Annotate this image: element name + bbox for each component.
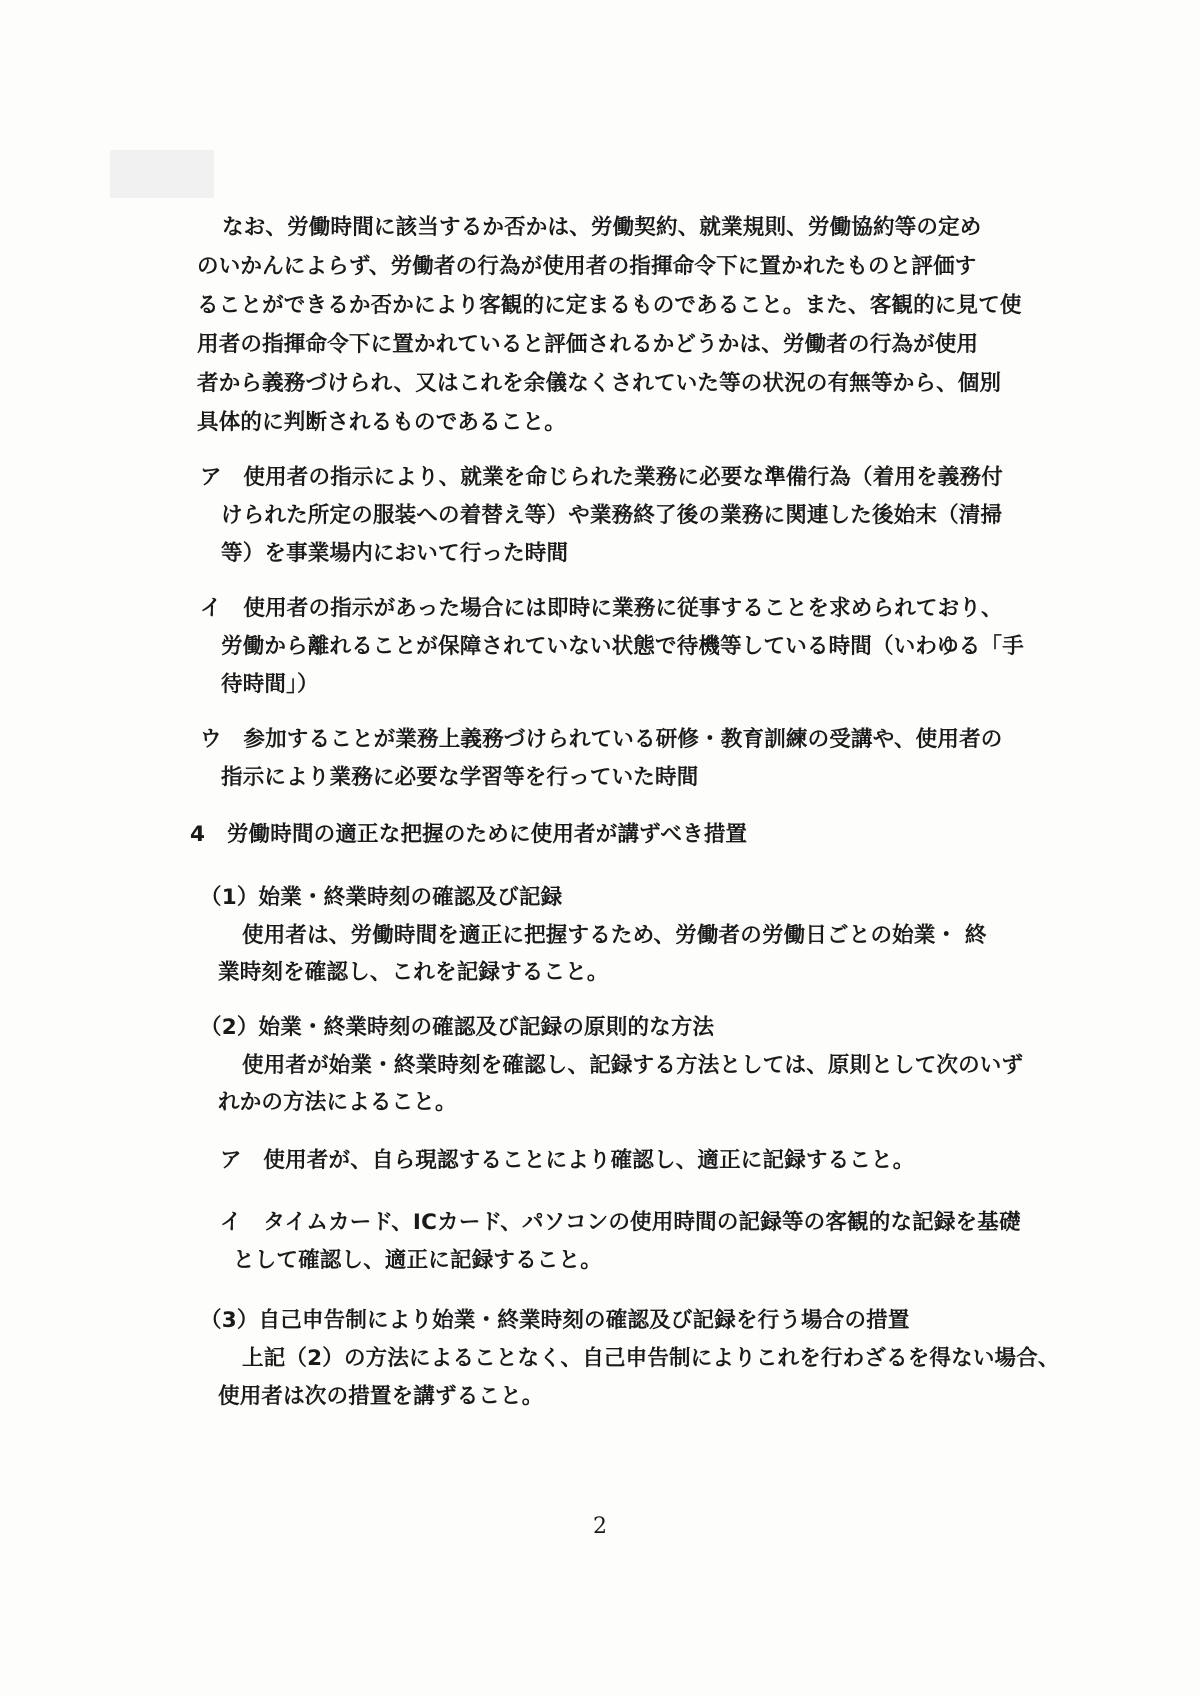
sub-1-heading: （1）始業・終業時刻の確認及び記録 [200, 885, 563, 910]
intro-line-2: のいかんによらず、労働者の行為が使用者の指揮命令下に置かれたものと評価す [197, 254, 977, 279]
item-a-line-1: ア 使用者の指示により、就業を命じられた業務に必要な準備行為（着用を義務付 [200, 465, 1003, 490]
item-i-line-3: 待時間」） [221, 672, 319, 697]
sub-2-item-i-line-1: イ タイムカード、ICカード、パソコンの使用時間の記録等の客観的な記録を基礎 [220, 1210, 1021, 1235]
intro-line-5: 者から義務づけられ、又はこれを余儀なくされていた等の状況の有無等から、個別 [197, 371, 1002, 396]
sub-3-line-2: 使用者は次の措置を講ずること。 [218, 1384, 544, 1409]
item-u-line-1: ウ 参加することが業務上義務づけられている研修・教育訓練の受講や、使用者の [200, 727, 1003, 752]
sub-3-line-1: 上記（2）の方法によることなく、自己申告制によりこれを行わざるを得ない場合、 [242, 1346, 1060, 1371]
sub-2-item-i-line-2: として確認し、適正に記録すること。 [233, 1248, 602, 1273]
intro-line-6: 具体的に判断されるものであること。 [197, 410, 566, 435]
intro-line-3: ることができるか否かにより客観的に定まるものであること。また、客観的に見て使 [197, 293, 1022, 318]
item-u-line-2: 指示により業務に必要な学習等を行っていた時間 [221, 765, 699, 790]
page-number: 2 [593, 1514, 607, 1539]
item-a-line-2: けられた所定の服装への着替え等）や業務終了後の業務に関連した後始末（清掃 [221, 503, 1003, 528]
faded-stamp-mark [110, 150, 214, 198]
sub-1-line-1: 使用者は、労働時間を適正に把握するため、労働者の労働日ごとの始業・ 終 [242, 923, 987, 948]
sub-1-line-2: 業時刻を確認し、これを記録すること。 [218, 960, 609, 985]
sub-3-heading: （3）自己申告制により始業・終業時刻の確認及び記録を行う場合の措置 [200, 1308, 910, 1333]
sub-2-line-2: れかの方法によること。 [218, 1090, 457, 1115]
sub-2-line-1: 使用者が始業・終業時刻を確認し、記録する方法としては、原則として次のいず [242, 1053, 1024, 1078]
sub-2-item-a: ア 使用者が、自ら現認することにより確認し、適正に記録すること。 [220, 1148, 915, 1173]
item-i-line-2: 労働から離れることが保障されていない状態で待機等している時間（いわゆる「手 [221, 634, 1024, 659]
item-i-line-1: イ 使用者の指示があった場合には即時に業務に従事することを求められており、 [200, 596, 1003, 621]
sub-2-heading: （2）始業・終業時刻の確認及び記録の原則的な方法 [200, 1015, 715, 1040]
section-4-heading: 4 労働時間の適正な把握のために使用者が講ずべき措置 [190, 822, 748, 847]
intro-line-1: なお、労働時間に該当するか否かは、労働契約、就業規則、労働協約等の定め [222, 215, 982, 240]
item-a-line-3: 等）を事業場内において行った時間 [221, 541, 569, 566]
intro-line-4: 用者の指揮命令下に置かれていると評価されるかどうかは、労働者の行為が使用 [197, 332, 979, 357]
